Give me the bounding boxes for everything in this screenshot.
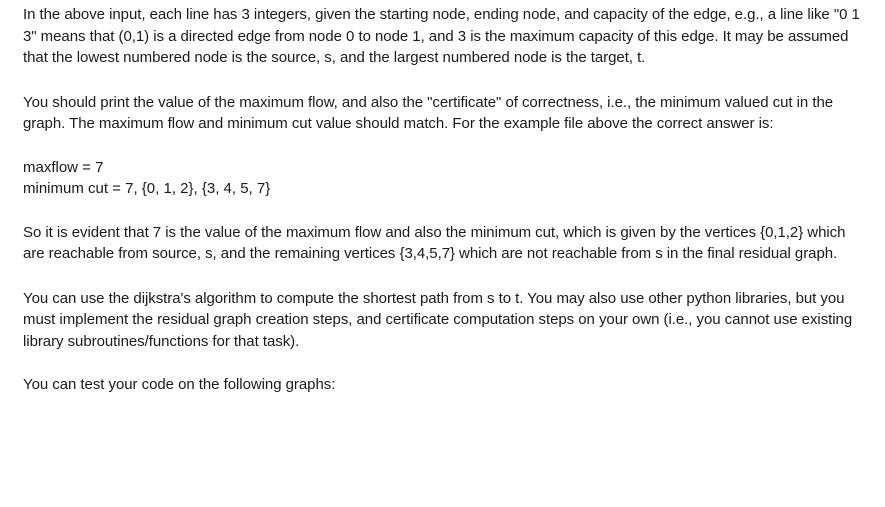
paragraph-algorithm-note: You can use the dijkstra's algorithm to compute the shortest path from s to t. You may also use other python libraries, but you must implement the residual graph creation steps, and certificate computation steps on your own (i.e., you cannot use existing library subroutines/functions for that task). — [23, 289, 853, 350]
example-output — [23, 157, 871, 200]
maxflow-line: maxflow = 7 — [23, 158, 104, 176]
minimum-cut-line: minimum cut = 7, {0, 1, 2}, {3, 4, 5, 7} — [23, 180, 271, 197]
paragraph-explanation: So it is evident that 7 is the value of the maximum flow and also the minimum cut, which is given by the vertices {0,1,2} which are reachable from source, s, and the remaining vertices {3,4,5,7} which are not reachable from s in the final residual graph. — [23, 223, 846, 262]
paragraph-test-graphs: You can test your code on the following graphs: — [23, 376, 336, 393]
paragraph-input-format: In the above input, each line has 3 integers, given the starting node, ending node, and capacity of the edge, e.g., a line like "0 1 3" means that (0,1) is a directed edge from node 0 to node 1, and 3 is the maximum capacity of this edge. It may be assumed that the lowest numbered node is the source, s, and the largest numbered node is the target, t. — [23, 6, 860, 66]
paragraph-output-requirements: You should print the value of the maximum flow, and also the "certificate" of correctness, i.e., the minimum valued cut in the graph. The maximum flow and minimum cut value should match. For the example file above the correct answer is: — [23, 93, 834, 132]
